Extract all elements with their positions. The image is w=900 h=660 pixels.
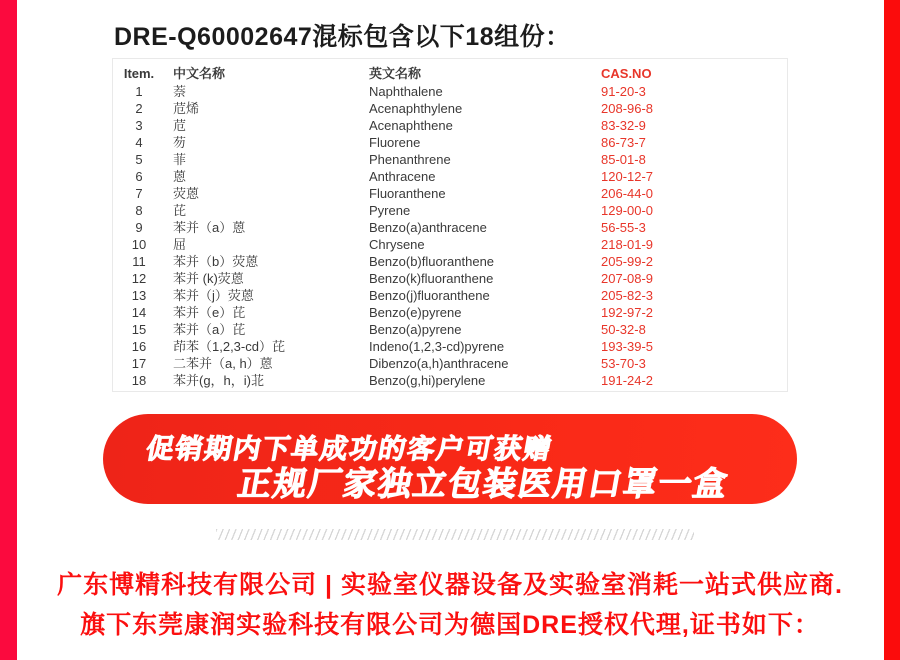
cell-chinese: 茚苯（1,2,3-cd）芘 xyxy=(173,339,285,354)
table-row xyxy=(113,100,787,117)
cell-chinese: 苯并 (k)荧蒽 xyxy=(173,271,244,286)
cell-chinese: 苯并（a）蒽 xyxy=(173,220,246,235)
cell-chinese: 苯并（j）荧蒽 xyxy=(173,288,254,303)
cell-english: Benzo(a)pyrene xyxy=(369,322,462,337)
column-header-cas: CAS.NO xyxy=(601,66,652,81)
cell-chinese: 二苯并（a, h）蒽 xyxy=(173,356,273,371)
cell-chinese: 芘 xyxy=(173,203,187,218)
cell-item: 9 xyxy=(135,220,143,235)
column-header-english: 英文名称 xyxy=(369,66,422,81)
left-edge-accent-strip xyxy=(0,0,17,660)
table-row xyxy=(113,117,787,134)
cell-english: Fluorene xyxy=(369,135,421,150)
cell-chinese: 蒽 xyxy=(173,169,187,184)
footer-agent-line: 旗下东莞康润实验科技有限公司为德国DRE授权代理,证书如下： xyxy=(80,611,820,639)
cell-item: 5 xyxy=(135,152,143,167)
table-header-row xyxy=(113,64,787,83)
column-header-chinese: 中文名称 xyxy=(173,66,226,81)
cell-cas: 218-01-9 xyxy=(601,237,654,252)
promo-line-1: 促销期内下单成功的客户可获赠 xyxy=(143,434,556,464)
cell-cas: 207-08-9 xyxy=(601,271,654,286)
cell-item: 11 xyxy=(132,254,146,269)
column-header-item: Item. xyxy=(123,66,155,81)
table-row xyxy=(113,287,787,304)
cell-item: 15 xyxy=(131,322,147,337)
right-edge-accent-strip xyxy=(884,0,900,660)
cell-cas: 56-55-3 xyxy=(601,220,646,235)
table-row xyxy=(113,338,787,355)
cell-english: Anthracene xyxy=(369,169,436,184)
cell-english: Acenaphthylene xyxy=(369,101,463,116)
cell-chinese: 苯并（a）芘 xyxy=(173,322,246,337)
cell-cas: 192-97-2 xyxy=(601,305,654,320)
cell-cas: 86-73-7 xyxy=(601,135,646,150)
cell-item: 4 xyxy=(135,135,143,150)
cell-english: Indeno(1,2,3-cd)pyrene xyxy=(369,339,505,354)
cell-cas: 85-01-8 xyxy=(601,152,646,167)
cell-item: 3 xyxy=(135,118,143,133)
cell-chinese: 苯并(g，h，i)苝 xyxy=(173,373,265,388)
cell-english: Pyrene xyxy=(369,203,411,218)
table-row xyxy=(113,270,787,287)
component-table xyxy=(112,58,788,392)
table-row xyxy=(113,202,787,219)
cell-english: Chrysene xyxy=(369,237,425,252)
cell-chinese: 菲 xyxy=(173,152,187,167)
table-row xyxy=(113,372,787,389)
table-row xyxy=(113,321,787,338)
footer-company-line: 广东博精科技有限公司 | 实验室仪器设备及实验室消耗一站式供应商. xyxy=(57,571,843,599)
cell-cas: 53-70-3 xyxy=(601,356,646,371)
cell-cas: 120-12-7 xyxy=(601,169,654,184)
cell-cas: 83-32-9 xyxy=(601,118,646,133)
table-row xyxy=(113,168,787,185)
promo-line-2: 正规厂家独立包装医用口罩一盒 xyxy=(235,465,732,502)
cell-chinese: 苊 xyxy=(173,118,187,133)
cell-chinese: 萘 xyxy=(173,84,187,99)
cell-chinese: 苯并（e）芘 xyxy=(173,305,246,320)
table-row xyxy=(113,236,787,253)
cell-english: Benzo(j)fluoranthene xyxy=(369,288,490,303)
table-row xyxy=(113,304,787,321)
cell-chinese: 苊烯 xyxy=(173,101,200,116)
table-row xyxy=(113,219,787,236)
cell-chinese: 苯并（b）荧蒽 xyxy=(173,254,259,269)
cell-item: 8 xyxy=(135,203,143,218)
cell-item: 6 xyxy=(135,169,143,184)
cell-english: Benzo(e)pyrene xyxy=(369,305,462,320)
table-row xyxy=(113,185,787,202)
cell-english: Benzo(k)fluoranthene xyxy=(369,271,494,286)
cell-english: Benzo(a)anthracene xyxy=(369,220,487,235)
cell-item: 13 xyxy=(131,288,147,303)
cell-chinese: 屈 xyxy=(173,237,187,252)
cell-item: 7 xyxy=(135,186,143,201)
table-row xyxy=(113,253,787,270)
table-row xyxy=(113,134,787,151)
cell-cas: 193-39-5 xyxy=(601,339,654,354)
cell-cas: 208-96-8 xyxy=(601,101,654,116)
cell-item: 14 xyxy=(131,305,147,320)
cell-item: 17 xyxy=(131,356,147,371)
cell-chinese: 芴 xyxy=(173,135,187,150)
cell-cas: 205-82-3 xyxy=(601,288,654,303)
cell-english: Benzo(g,hi)perylene xyxy=(369,373,486,388)
table-row xyxy=(113,355,787,372)
cell-english: Dibenzo(a,h)anthracene xyxy=(369,356,509,371)
cell-item: 16 xyxy=(131,339,147,354)
cell-english: Naphthalene xyxy=(369,84,443,99)
cell-item: 12 xyxy=(131,271,147,286)
cell-item: 10 xyxy=(131,237,147,252)
table-body xyxy=(113,83,787,389)
cell-cas: 91-20-3 xyxy=(601,84,646,99)
cell-item: 18 xyxy=(131,373,147,388)
slash-divider xyxy=(216,529,694,540)
promo-banner xyxy=(103,414,797,504)
cell-english: Fluoranthene xyxy=(369,186,446,201)
cell-cas: 191-24-2 xyxy=(601,373,654,388)
cell-item: 2 xyxy=(135,101,143,116)
cell-cas: 206-44-0 xyxy=(601,186,654,201)
cell-chinese: 荧蒽 xyxy=(173,186,200,201)
cell-english: Phenanthrene xyxy=(369,152,451,167)
table-row xyxy=(113,151,787,168)
page-title: DRE-Q60002647混标包含以下18组份： xyxy=(114,23,571,51)
cell-item: 1 xyxy=(135,84,143,99)
cell-cas: 129-00-0 xyxy=(601,203,654,218)
cell-english: Acenaphthene xyxy=(369,118,453,133)
table-row xyxy=(113,83,787,100)
cell-english: Benzo(b)fluoranthene xyxy=(369,254,495,269)
cell-cas: 205-99-2 xyxy=(601,254,654,269)
cell-cas: 50-32-8 xyxy=(601,322,646,337)
